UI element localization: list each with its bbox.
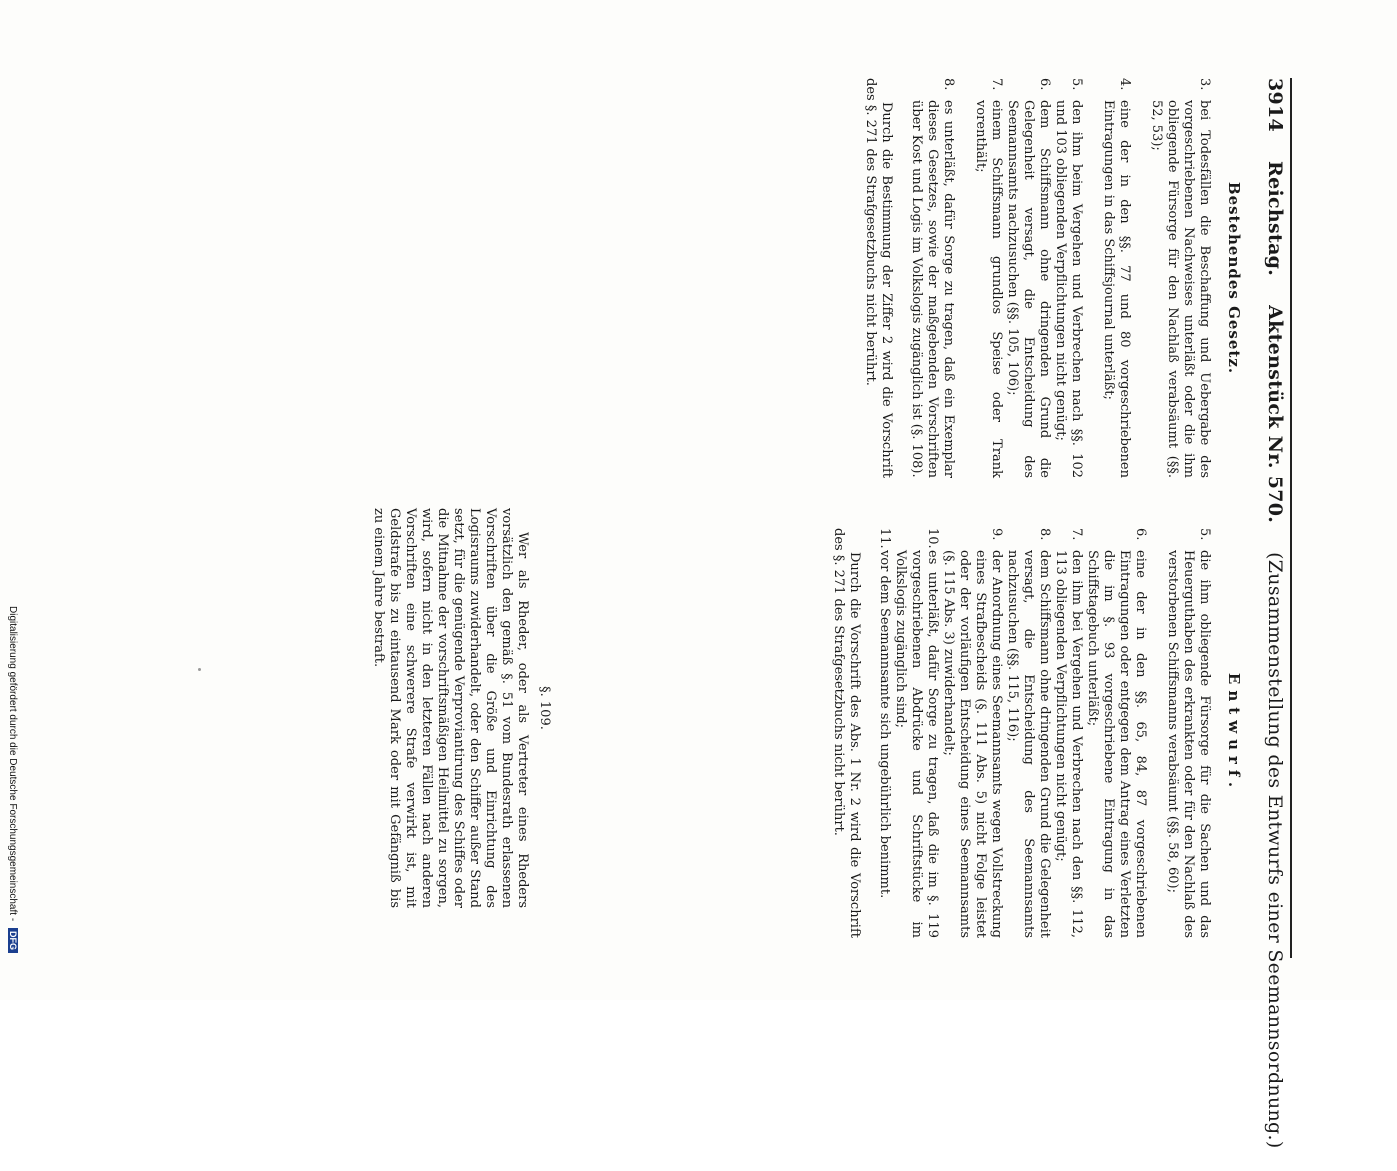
document-subtitle: (Zusammenstellung des Entwurfs einer Seemannsordnung.) (1264, 552, 1286, 1149)
item-text: bei Todesfällen die Beschaffung und Uebergabe des vorgeschriebenen Nachweises unterläßt oder die ihm obliegende Fürsorge für den Nachlaß verabsäumt (§§. 52, 53); (1149, 100, 1212, 478)
item-number: 9. (989, 528, 1004, 541)
item-text: einem Schiffsmann grundlos Speise oder Trank vorenthält; (973, 100, 1004, 478)
rotated-document-page (70, 78, 1300, 1149)
item-text: dem Schiffsmann ohne dringenden Grund die Gelegenheit versagt, die Entscheidung des Seemannsamts nachzusuchen (§§. 105, 106); (1005, 100, 1052, 478)
page-number: 3914 (1264, 78, 1286, 133)
item-text: eine der in den §§. 65, 84, 87 vorgeschriebenen Eintragungen oder entgegen dem Antrag eines Verletzten die im §. 93 vorgeschriebene Eintragung in das Schiffstagebuch unterläßt; (1085, 550, 1148, 938)
digitization-credit (4, 606, 18, 992)
item-number: 3. (1197, 78, 1212, 91)
dfg-logo: DFG (8, 928, 18, 953)
left-column-existing-law (862, 78, 1242, 478)
item-text: eine der in den §§. 77 und 80 vorgeschriebenen Eintragungen in das Schiffsjournal unterläßt; (1101, 100, 1132, 478)
item-number: 6. (1133, 528, 1148, 541)
page-header (1256, 78, 1286, 1149)
item-text: den ihm beim Vergehen und Verbrechen nach §§. 102 und 103 obliegenden Verpflichtungen nicht genügt; (1053, 100, 1084, 478)
list-item (1004, 528, 1052, 938)
list-item (1004, 78, 1052, 478)
header-rule (1290, 78, 1292, 958)
list-item (1164, 528, 1212, 938)
left-column-title: Bestehendes Gesetz. (1225, 181, 1243, 375)
item-text: der Anordnung eines Seemannsamts wegen Vollstreckung eines Strafbescheids (§. 111 Abs. 5) nicht Folge leistet oder der vorläufigen Entscheidung eines Seemannsamts (§. 115 Abs. 3) zuwiderhandelt; (941, 550, 1004, 938)
list-item (876, 528, 892, 938)
right-column-title: Entwurf. (1225, 672, 1243, 794)
item-number: 5. (1069, 78, 1084, 91)
list-item (972, 78, 1004, 478)
item-text: dem Schiffsmann ohne dringenden Grund die Gelegenheit versagt, die Entscheidung des Seemannsamts nachzusuchen (§§. 115, 116); (1005, 550, 1052, 938)
item-number: 8. (1037, 528, 1052, 541)
list-item (1148, 78, 1212, 478)
item-text: die ihm obliegende Fürsorge für die Sachen und das Heuerguthaben des erkrankten oder für den Nachlaß des verstorbenen Schiffsmanns verabsäumt (§§. 58, 60); (1165, 550, 1212, 938)
section-text: Wer als Rheder, oder als Vertreter eines Rheders vorsätzlich den gemäß §. 51 vom Bundesrath erlassenen Vorschriften über die Größe und Einrichtung des Logisraums zuwiderhandelt, oder den Schiffer außer Stand setzt, für die genügende Verproviantirung des Schiffes oder die Mitnahme der vorschriftsmäßigen Heilmittel zu sorgen, wird, sofern nicht in den letzteren Fällen nach anderen Vorschriften eine schwerere Strafe verwirkt ist, mit Geldstrafe bis zu eintausend Mark oder mit Gefängniß bis zu einem Jahre bestraft. (371, 508, 530, 908)
item-number: 4. (1117, 78, 1132, 91)
document-title: Aktenstück Nr. 570. (1264, 305, 1286, 524)
item-text: vor dem Seemannsamte sich ungebührlich benimmt. (877, 550, 892, 899)
scan-speck (198, 668, 201, 671)
section-heading: §. 109. (537, 686, 552, 730)
list-item (1052, 78, 1084, 478)
item-number: 5. (1197, 528, 1212, 541)
left-column-note: Durch die Bestimmung der Ziffer 2 wird die Vorschrift des §. 271 des Strafgesetzbuchs nicht berührt. (863, 78, 894, 478)
list-item (1100, 78, 1132, 478)
item-number: 6. (1037, 78, 1052, 91)
list-item (1052, 528, 1084, 938)
right-column-note: Durch die Vorschrift des Abs. 1 Nr. 2 wird die Vorschrift des §. 271 des Strafgesetzbuchs nicht berührt. (831, 528, 862, 938)
credit-text: Digitalisierung gefördert durch die Deutsche Forschungsgemeinschaft - (7, 606, 18, 922)
item-text: es unterläßt, dafür Sorge zu tragen, daß ein Exemplar dieses Gesetzes, sowie der maßgebenden Vorschriften über Kost und Logis im Volkslogis zugänglich ist (§. 108). (909, 100, 956, 478)
list-item (908, 78, 956, 478)
item-number: 7. (1069, 528, 1084, 541)
section-109 (370, 508, 552, 908)
item-text: es unterläßt, dafür Sorge zu tragen, daß die im §. 119 vorgeschriebenen Abdrücke und Schriftstücke im Volkslogis zugänglich sind; (893, 550, 940, 938)
right-column-draft (830, 528, 1242, 938)
list-item (1084, 528, 1148, 938)
publication-name: Reichstag. (1264, 161, 1286, 277)
item-text: den ihm bei Vergehen und Verbrechen nach den §§. 112, 113 obliegenden Verpflichtungen nicht genügt; (1053, 550, 1084, 938)
item-number: 10. (925, 528, 940, 549)
list-item (940, 528, 1004, 938)
list-item (892, 528, 940, 938)
item-number: 11. (877, 528, 892, 549)
item-number: 7. (989, 78, 1004, 91)
item-number: 8. (941, 78, 956, 91)
